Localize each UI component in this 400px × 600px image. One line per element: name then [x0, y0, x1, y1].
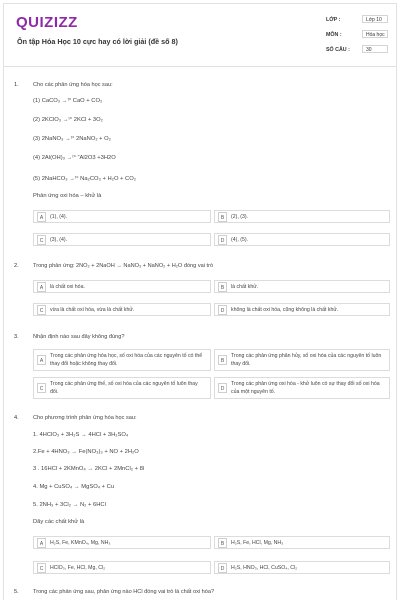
- reaction-line: 3 . 16HCl + 2KMnO₄ → 2KCl + 2MnCl₂ + 8l: [33, 466, 145, 472]
- option-text: H₂S, Fe, KMnO₄, Mg, NH₃: [50, 539, 111, 546]
- option-c[interactable]: [33, 303, 211, 316]
- question-number: 2.: [14, 263, 19, 269]
- option-d[interactable]: [214, 561, 390, 574]
- meta-subject: [326, 32, 385, 38]
- option-text: H₂S, Fe, HCl, Mg, NH₃: [231, 539, 284, 546]
- page-frame: [3, 3, 397, 600]
- question-number: 4.: [14, 415, 19, 421]
- question-stem: Trong phản ứng: 2NO₂ + 2NaOH → NaNO₃ + NaNO₂ + H₂O đóng vai trò: [33, 263, 214, 269]
- option-a[interactable]: [33, 349, 211, 371]
- meta-class: [326, 17, 382, 23]
- meta-question-count: [326, 47, 372, 53]
- option-text: (2), (3).: [231, 213, 249, 220]
- option-b[interactable]: [214, 210, 390, 223]
- question-number: 3.: [14, 334, 19, 340]
- option-letter: D: [218, 563, 227, 573]
- option-a[interactable]: [33, 536, 211, 549]
- option-letter: A: [37, 355, 46, 365]
- option-letter: B: [218, 355, 227, 365]
- option-letter: C: [37, 383, 46, 393]
- question-prompt: Phản ứng oxi hóa – khử là: [33, 193, 102, 199]
- question-stem: Cho phương trình phản ứng hóa học sau:: [33, 415, 137, 421]
- option-text: HClO₃, Fe, HCl, Mg, Cl₂: [50, 564, 106, 571]
- option-text: H₂S, HNO₃, HCl, CuSO₄, Cl₂: [231, 564, 298, 571]
- option-a[interactable]: [33, 210, 211, 223]
- option-letter: C: [37, 235, 46, 245]
- question-stem: Cho các phản ứng hóa học sau:: [33, 82, 113, 88]
- reaction-line: 5. 2NH₃ + 3Cl₂ → N₂ + 6HCl: [33, 502, 106, 508]
- worksheet-title: Ôn tập Hóa Học 10 cực hay có lời giải (đề số 8): [17, 37, 178, 46]
- option-letter: B: [218, 282, 227, 292]
- option-text: Trong các phản ứng oxi hóa - khử luôn có sự thay đổi số oxi hóa của một nguyên tố.: [231, 381, 380, 395]
- option-c[interactable]: [33, 561, 211, 574]
- option-letter: D: [218, 235, 227, 245]
- option-letter: D: [218, 383, 227, 393]
- worksheet-header: [4, 4, 396, 66]
- question-stem: Nhận định nào sau đây không đúng?: [33, 334, 125, 340]
- option-letter: B: [218, 212, 227, 222]
- subject-label: MÔN :: [326, 32, 342, 38]
- reaction-line: (2) 2KClO₃ →ᵗ° 2KCl + 3O₂: [33, 117, 103, 123]
- reaction-line: 4. Mg + CuSO₄ → MgSO₄ + Cu: [33, 484, 115, 490]
- option-text: là chất oxi hóa.: [50, 283, 85, 290]
- reaction-line: (5) 2NaHCO₃ →ᵗ° Na₂CO₃ + H₂O + CO₂: [33, 176, 137, 182]
- reaction-line: (3) 2NaNO₃ →ᵗ° 2NaNO₂ + O₂: [33, 136, 111, 142]
- question-number: 1.: [14, 82, 19, 88]
- option-text: (3), (4).: [50, 236, 68, 243]
- option-letter: C: [37, 563, 46, 573]
- class-value: Lớp 10: [362, 15, 388, 23]
- option-letter: B: [218, 538, 227, 548]
- option-text: (4), (5).: [231, 236, 249, 243]
- option-d[interactable]: [214, 233, 390, 246]
- option-b[interactable]: [214, 349, 390, 371]
- option-text: Trong các phản ứng phân hủy, số oxi hóa của các nguyên tố luôn thay đổi.: [231, 353, 382, 367]
- reaction-line: 2.Fe + 4HNO₃ → Fe(NO₃)₃ + NO + 2H₂O: [33, 449, 139, 455]
- option-text: Trong các phản ứng hóa học, số oxi hóa của các nguyên tố có thể thay đổi hoặc không thay đổi.: [50, 353, 203, 367]
- question-number: 5.: [14, 589, 19, 595]
- question-count-label: SỐ CÂU :: [326, 47, 350, 53]
- reaction-line: (4) 2Al(OH)₃ →ᵗ° “Al2O3 +3H2O: [33, 155, 116, 161]
- option-text: vừa là chất oxi hóa, vừa là chất khử.: [50, 306, 135, 313]
- class-label: LỚP :: [326, 17, 341, 23]
- option-text: Trong các phản ứng thế, số oxi hóa của các nguyên tố luôn thay đổi.: [50, 381, 198, 395]
- quizizz-logo: QUIZIZZ: [16, 14, 78, 31]
- question-count-value: 30: [362, 45, 388, 53]
- option-text: là chất khử.: [231, 283, 259, 290]
- option-letter: D: [218, 305, 227, 315]
- option-b[interactable]: [214, 536, 390, 549]
- question-prompt: Dãy các chất khử là: [33, 519, 85, 525]
- option-c[interactable]: [33, 377, 211, 399]
- option-d[interactable]: [214, 303, 390, 316]
- option-b[interactable]: [214, 280, 390, 293]
- header-divider: [4, 66, 396, 67]
- reaction-line: (1) CaCO₃ →ᵗ° CaO + CO₂: [33, 98, 103, 104]
- option-d[interactable]: [214, 377, 390, 399]
- option-a[interactable]: [33, 280, 211, 293]
- option-letter: C: [37, 305, 46, 315]
- option-letter: A: [37, 538, 46, 548]
- option-letter: A: [37, 282, 46, 292]
- option-text: (1), (4).: [50, 213, 68, 220]
- option-letter: A: [37, 212, 46, 222]
- question-stem: Trong các phản ứng sau, phản ứng nào HCl đóng vai trò là chất oxi hóa?: [33, 589, 215, 595]
- option-text: không là chất oxi hóa, cũng không là chất khử.: [231, 306, 339, 313]
- option-c[interactable]: [33, 233, 211, 246]
- subject-value: Hóa học: [362, 30, 388, 38]
- reaction-line: 1. 4HClO₃ + 3H₂S → 4HCl + 3H₂SO₄: [33, 432, 129, 438]
